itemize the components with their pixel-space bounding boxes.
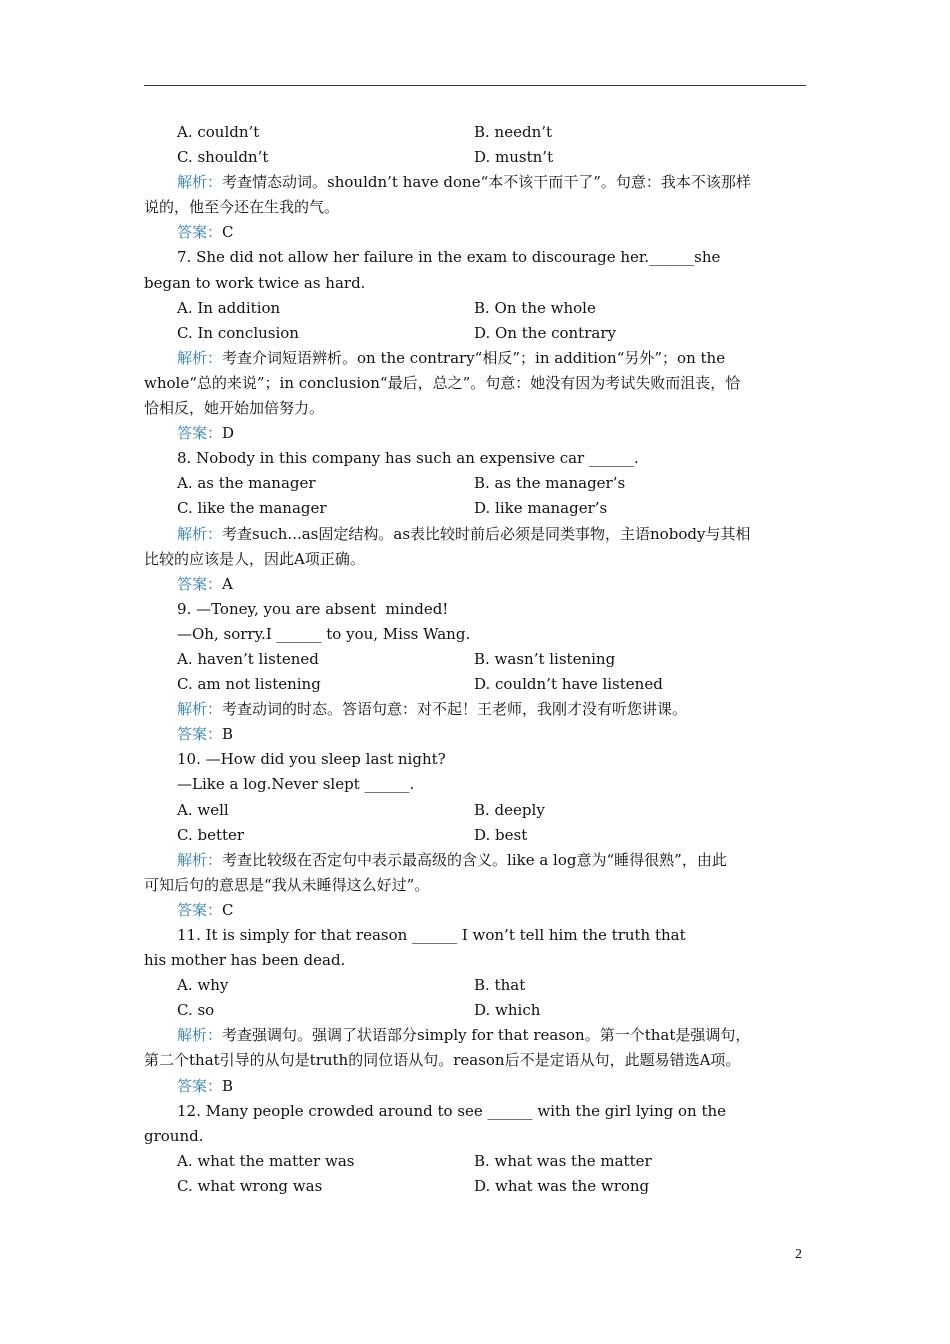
q9-answer (144, 722, 806, 747)
q8-answer-value: A (222, 574, 233, 593)
q11-option-d: D. which (474, 1001, 541, 1020)
q7-answer (144, 421, 806, 446)
q9-options-row-1 (144, 647, 806, 672)
q7-stem-line-1: 7. She did not allow her failure in the exam to discourage her.______she (177, 248, 721, 267)
q12-option-d: D. what was the wrong (474, 1176, 650, 1195)
answer-label: 答案： (177, 424, 223, 443)
q7-options-row-1 (144, 296, 806, 321)
q10-answer-value: C (222, 900, 234, 919)
q11-answer-value: B (222, 1076, 234, 1095)
q12-option-a: A. what the matter was (177, 1151, 355, 1170)
q9-stem-line-2: —Oh, sorry.I ______ to you, Miss Wang. (177, 624, 471, 643)
page-number: 2 (795, 1247, 802, 1262)
answer-label: 答案： (177, 223, 223, 242)
q8-stem: 8. Nobody in this company has such an expensive car ______. (177, 449, 639, 468)
q7-option-b: B. On the whole (474, 298, 596, 317)
q8-options-row-2 (144, 496, 806, 521)
q6-option-c: C. shouldn’t (177, 148, 269, 167)
q11-option-a: A. why (177, 976, 229, 995)
q8-answer (144, 572, 806, 597)
q9-option-d: D. couldn’t have listened (474, 675, 663, 694)
q10-analysis-text-1: 考查比较级在否定句中表示最高级的含义。like a log意为“睡得很熟”，由此 (222, 850, 727, 869)
q7-analysis-text-1: 考查介词短语辨析。on the contrary“相反”；in addition“另外”；on the (222, 348, 726, 367)
q10-option-c: C. better (177, 825, 245, 844)
q10-option-a: A. well (177, 800, 229, 819)
q9-option-c: C. am not listening (177, 675, 321, 694)
q10-stem-line-2: —Like a log.Never slept ______. (177, 775, 415, 794)
analysis-label: 解析： (177, 1026, 223, 1045)
q10-analysis-line-1 (144, 848, 806, 873)
q7-analysis-line-3: 恰相反，她开始加倍努力。 (144, 399, 325, 418)
q12-option-b: B. what was the matter (474, 1151, 652, 1170)
q10-option-b: B. deeply (474, 800, 545, 819)
q11-option-b: B. that (474, 976, 526, 995)
q7-analysis-line-1 (144, 346, 806, 371)
q8-option-d: D. like manager’s (474, 499, 608, 518)
q7-option-a: A. In addition (177, 298, 281, 317)
q6-answer (144, 220, 806, 245)
q12-option-c: C. what wrong was (177, 1176, 323, 1195)
analysis-label: 解析： (177, 348, 223, 367)
q6-analysis-text-1: 考查情态动词。shouldn’t have done“本不该干而干了”。句意：我本不该那样 (222, 173, 751, 192)
answer-label: 答案： (177, 725, 223, 744)
q11-analysis-line-1 (144, 1023, 806, 1048)
q9-option-b: B. wasn’t listening (474, 649, 616, 668)
q8-analysis-line-1 (144, 522, 806, 547)
q6-analysis-line-1 (144, 170, 806, 195)
answer-label: 答案： (177, 900, 223, 919)
analysis-label: 解析： (177, 524, 223, 543)
q11-options-row-1 (144, 973, 806, 998)
q12-stem-line-1: 12. Many people crowded around to see ______ with the girl lying on the (177, 1101, 727, 1120)
q7-answer-value: D (222, 424, 235, 443)
analysis-label: 解析： (177, 173, 223, 192)
q12-options-row-1 (144, 1149, 806, 1174)
q8-option-b: B. as the manager’s (474, 474, 626, 493)
q6-answer-value: C (222, 223, 234, 242)
q7-option-d: D. On the contrary (474, 323, 616, 342)
q6-option-b: B. needn’t (474, 123, 553, 141)
q6-option-d: D. mustn’t (474, 148, 554, 167)
q11-options-row-2 (144, 998, 806, 1023)
q11-stem-line-1: 11. It is simply for that reason ______ I won’t tell him the truth that (177, 926, 686, 944)
analysis-label: 解析： (177, 700, 223, 719)
q9-stem-line-1: 9. —Toney, you are absent minded! (177, 599, 449, 618)
q6-options-row-1 (144, 120, 806, 145)
q10-option-d: D. best (474, 825, 528, 844)
q8-analysis-text-1: 考查such...as固定结构。as表比较时前后必须是同类事物，主语nobody与其相 (222, 524, 751, 543)
q10-stem-line-1: 10. —How did you sleep last night? (177, 750, 446, 769)
q11-analysis-line-2: 第二个that引导的从句是truth的同位语从句。reason后不是定语从句，此题易错选A项。 (144, 1051, 741, 1070)
q11-stem-line-2: his mother has been dead. (144, 951, 346, 970)
answer-label: 答案： (177, 574, 223, 593)
q11-answer (144, 1074, 806, 1099)
q7-stem-line-2: began to work twice as hard. (144, 273, 366, 292)
q7-analysis-line-2: whole“总的来说”；in conclusion“最后，总之”。句意：她没有因为考试失败而沮丧，恰 (144, 373, 741, 392)
q9-analysis-line-1 (144, 697, 806, 722)
q6-analysis-line-2: 说的，他至今还在生我的气。 (144, 198, 340, 217)
header-rule (144, 85, 806, 86)
q9-options-row-2 (144, 672, 806, 697)
q11-option-c: C. so (177, 1001, 215, 1020)
q9-option-a: A. haven’t listened (177, 649, 319, 668)
q12-stem-line-2: ground. (144, 1126, 204, 1145)
q10-answer (144, 898, 806, 923)
page-body (144, 120, 806, 1199)
q6-option-a: A. couldn’t (177, 123, 260, 141)
q9-answer-value: B (222, 725, 234, 744)
q9-analysis-text-1: 考查动词的时态。答语句意：对不起！王老师，我刚才没有听您讲课。 (222, 700, 688, 719)
q8-option-c: C. like the manager (177, 499, 327, 518)
q7-option-c: C. In conclusion (177, 323, 299, 342)
q10-options-row-1 (144, 798, 806, 823)
q8-option-a: A. as the manager (177, 474, 316, 493)
analysis-label: 解析： (177, 850, 223, 869)
q8-options-row-1 (144, 471, 806, 496)
q8-analysis-line-2: 比较的应该是人，因此A项正确。 (144, 549, 365, 568)
answer-label: 答案： (177, 1076, 223, 1095)
q12-options-row-2 (144, 1174, 806, 1199)
q7-options-row-2 (144, 321, 806, 346)
q10-options-row-2 (144, 823, 806, 848)
q11-analysis-text-1: 考查强调句。强调了状语部分simply for that reason。第一个that是强调句， (222, 1026, 751, 1045)
q10-analysis-line-2: 可知后句的意思是“我从未睡得这么好过”。 (144, 875, 430, 894)
q6-options-row-2 (144, 145, 806, 170)
